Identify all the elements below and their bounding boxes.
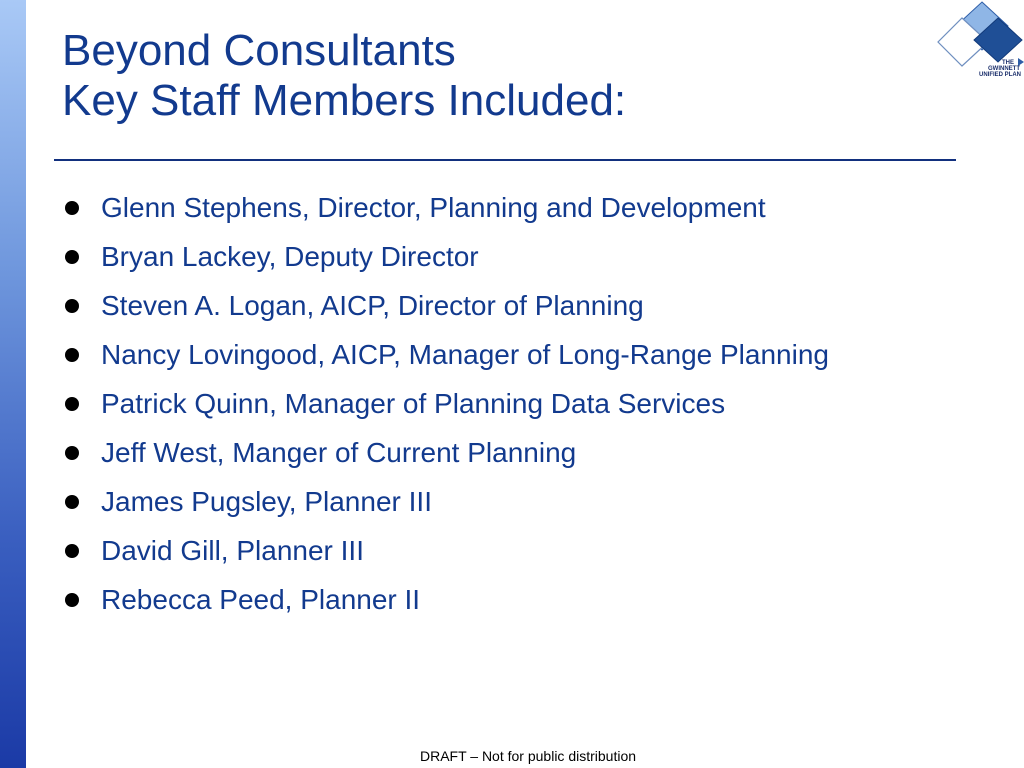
logo-text-1: THE [1002,60,1014,66]
list-item [62,580,942,620]
slide-title [62,26,626,126]
list-item-text: Jeff West, Manger of Current Planning [101,437,577,468]
title-divider [54,159,956,161]
title-line-1: Beyond Consultants [62,26,456,75]
list-item-text: Steven A. Logan, AICP, Director of Planning [101,290,644,321]
list-item [62,384,942,424]
bullet-icon [65,250,79,264]
list-item [62,482,942,522]
gwinnett-unified-plan-logo [934,0,1024,82]
bullet-icon [65,201,79,215]
list-item [62,335,942,375]
footer-draft-notice: DRAFT – Not for public distribution [419,748,637,764]
title-line-2: Key Staff Members Included: [62,76,627,125]
bullet-icon [65,495,79,509]
list-item [62,433,942,473]
list-item [62,286,942,326]
list-item-text: Patrick Quinn, Manager of Planning Data Services [101,388,726,419]
list-item-text: James Pugsley, Planner III [101,486,432,517]
list-item [62,188,942,228]
list-item-text: Nancy Lovingood, AICP, Manager of Long-Range Planning [101,339,829,370]
list-item [62,531,942,571]
logo-text-3: UNIFIED PLAN [979,72,1021,78]
list-item-text: Rebecca Peed, Planner II [101,584,421,615]
bullet-icon [65,299,79,313]
list-item-text: Glenn Stephens, Director, Planning and Development [101,192,766,223]
bullet-icon [65,593,79,607]
bullet-icon [65,446,79,460]
list-item-text: Bryan Lackey, Deputy Director [101,241,479,272]
logo-text-2: GWINNETT [988,66,1020,72]
bullet-icon [65,544,79,558]
bullet-icon [65,348,79,362]
bullet-icon [65,397,79,411]
list-item-text: David Gill, Planner III [101,535,364,566]
list-item [62,237,942,277]
side-gradient-bar [0,0,26,768]
staff-list [62,188,942,629]
